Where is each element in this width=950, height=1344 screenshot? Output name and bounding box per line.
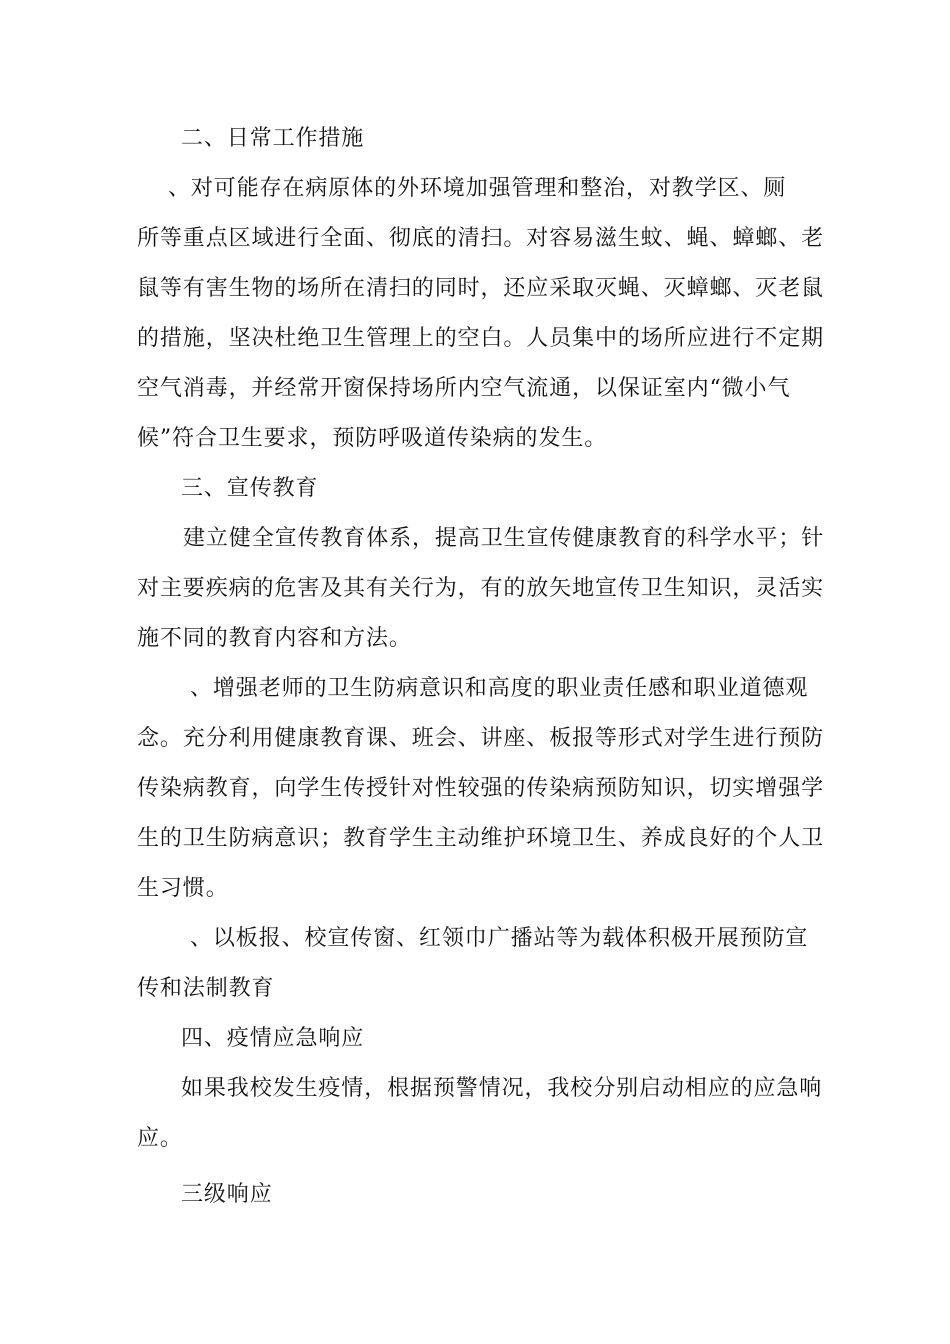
- paragraph-line: 的措施，坚决杜绝卫生管理上的空白。人员集中的场所应进行不定期: [137, 326, 825, 351]
- subheading-level-three-response: 三级响应: [181, 1182, 273, 1207]
- paragraph-line: 空气消毒，并经常开窗保持场所内空气流通，以保证室内“微小气: [137, 376, 791, 401]
- section-heading-daily-measures: 二、日常工作措施: [181, 126, 365, 151]
- paragraph-line: 、增强老师的卫生防病意识和高度的职业责任感和职业道德观: [190, 676, 809, 701]
- paragraph-line: 建立健全宣传教育体系，提高卫生宣传健康教育的科学水平；针: [183, 526, 825, 551]
- section-heading-publicity-education: 三、宣传教育: [181, 476, 319, 501]
- paragraph-line: 对主要疾病的危害及其有关行为，有的放矢地宣传卫生知识，灵活实: [137, 576, 825, 601]
- paragraph-line: 应。: [137, 1126, 183, 1151]
- paragraph-line: 所等重点区域进行全面、彻底的清扫。对容易滋生蚊、蝇、蟑螂、老: [137, 226, 825, 251]
- paragraph-line: 、以板报、校宣传窗、红领巾广播站等为载体积极开展预防宣: [190, 926, 809, 951]
- paragraph-line: 传染病教育，向学生传授针对性较强的传染病预防知识，切实增强学: [137, 776, 825, 801]
- paragraph-line: 传和法制教育: [137, 976, 275, 1001]
- paragraph-line: 施不同的教育内容和方法。: [137, 626, 412, 651]
- paragraph-line: 生的卫生防病意识；教育学生主动维护环境卫生、养成良好的个人卫: [137, 826, 825, 851]
- paragraph-line: 生习惯。: [137, 876, 229, 901]
- paragraph-line: 念。充分利用健康教育课、班会、讲座、板报等形式对学生进行预防: [137, 726, 825, 751]
- section-heading-emergency-response: 四、疫情应急响应: [181, 1026, 365, 1051]
- paragraph-line: 、对可能存在病原体的外环境加强管理和整治，对教学区、厕: [168, 176, 787, 201]
- paragraph-line: 鼠等有害生物的场所在清扫的同时，还应采取灭蝇、灭蟑螂、灭老鼠: [137, 276, 825, 301]
- paragraph-line: 候”符合卫生要求，预防呼吸道传染病的发生。: [137, 426, 608, 451]
- paragraph-line: 如果我校发生疫情，根据预警情况，我校分别启动相应的应急响: [181, 1076, 823, 1101]
